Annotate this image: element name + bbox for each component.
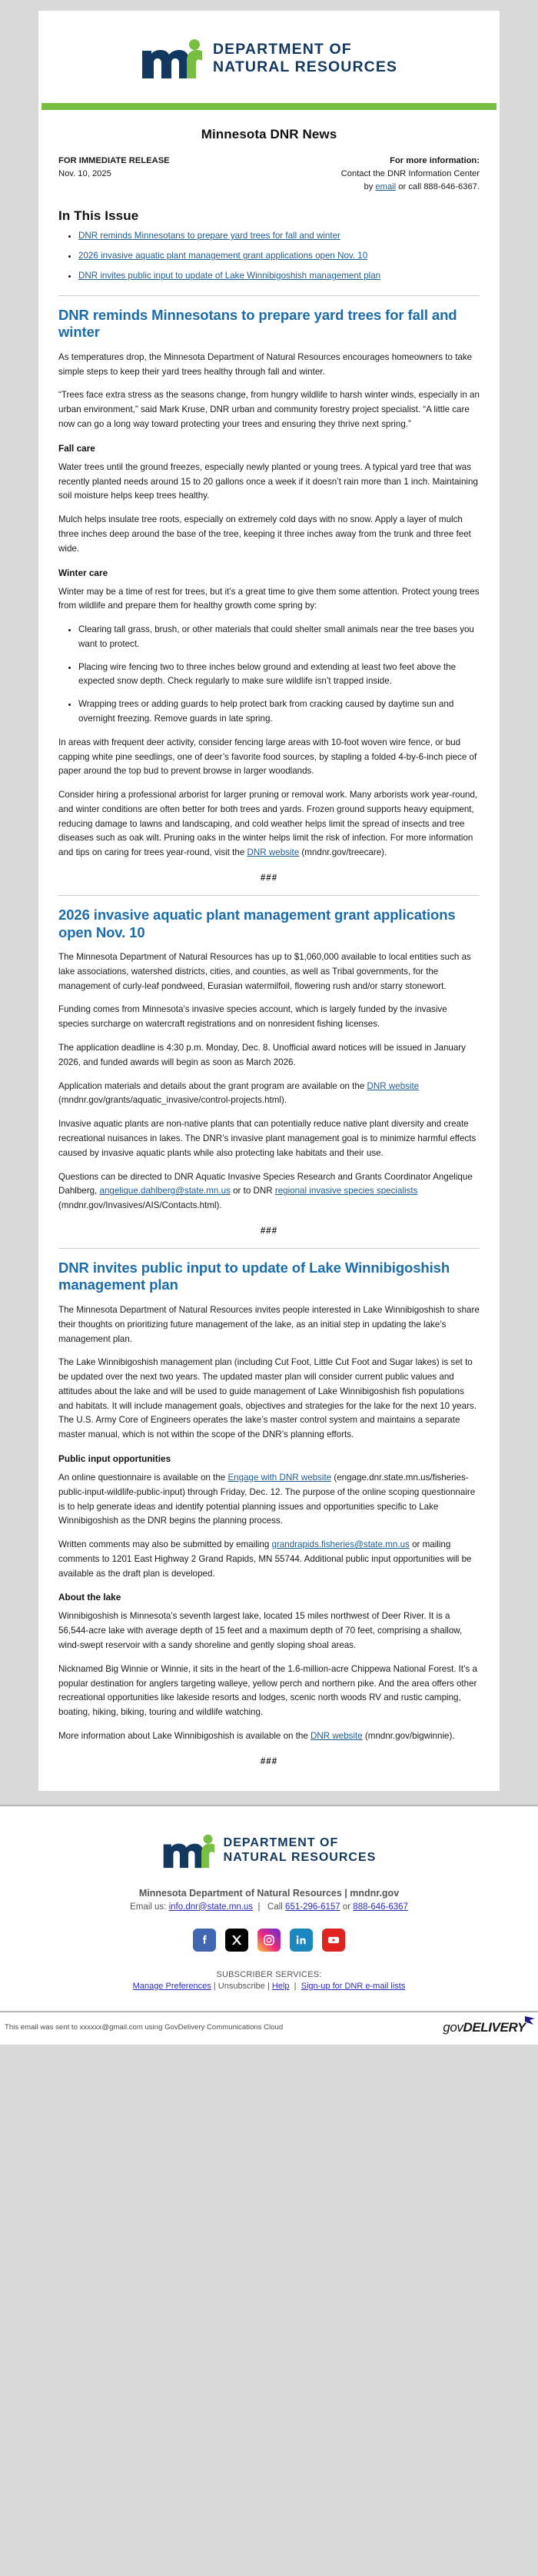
manage-preferences-link[interactable]: Manage Preferences <box>132 1981 211 1991</box>
youtube-icon[interactable] <box>322 1929 345 1952</box>
article-3-p4-after: or mailing comments to 1201 East Highway 2 Grand Rapids, MN 55744. Additional public input opportunities will be available as the draft plan is developed. <box>58 1539 472 1579</box>
article-3-p7-after: (mndnr.gov/bigwinnie). <box>362 1730 455 1741</box>
article-3-public-input-heading: Public input opportunities <box>58 1453 171 1464</box>
toc-link-2[interactable]: 2026 invasive aquatic plant management grant applications open Nov. 10 <box>78 251 368 261</box>
release-date: Nov. 10, 2025 <box>58 168 111 178</box>
footer-logo-line-2: NATURAL RESOURCES <box>223 1850 377 1864</box>
more-information-label: For more information: <box>390 156 480 165</box>
coordinator-email-link[interactable]: angelique.dahlberg@state.mn.us <box>99 1186 231 1196</box>
article-1-title: DNR reminds Minnesotans to prepare yard trees for fall and winter <box>58 306 457 341</box>
by-suffix: or call 888-646-6367. <box>396 181 480 191</box>
email-sent-note: This email was sent to xxxxxx@gmail.com using GovDelivery Communications Cloud <box>5 2023 284 2032</box>
article-1-winter-care-heading: Winter care <box>58 567 108 578</box>
article-1-p2: “Trees face extra stress as the seasons change, from hungry wildlife to harsh winter winds, especially in an urban environment,” said Mark Kruse, DNR urban and community forestry project specialist. “A little care now can go a long way toward protecting your trees and ensuring they thrive next spring.” <box>58 390 480 430</box>
article-3-title: DNR invites public input to update of Lake Winnibigoshish management plan <box>58 1259 450 1293</box>
article-2-p1: The Minnesota Department of Natural Resources has up to $1,060,000 available to local entities such as lake associations, watershed districts, cities, and counties, as well as Tribal governments, for the management of curly-leaf pondweed, Eurasian watermilfoil, flowering rush and/or starry stonewort. <box>58 952 471 991</box>
list-item <box>78 230 480 243</box>
contact-email-link[interactable]: email <box>375 181 397 191</box>
article-3-about-lake-heading: About the lake <box>58 1592 121 1603</box>
sep: | <box>289 1981 301 1991</box>
divider <box>58 895 480 896</box>
article-3-p7 <box>58 1729 480 1744</box>
article-1-p1: As temperatures drop, the Minnesota Department of Natural Resources encourages homeowners to take simple steps to keep their yard trees healthy through fall and winter. <box>58 351 473 377</box>
article-1-winter-p1: Winter may be a time of rest for trees, but it’s a great time to give them some attention. Protect young trees from wildlife and prepare them for healthy growth come spring by: <box>58 586 480 611</box>
article-2-p6-after: (mndnr.gov/Invasives/AIS/Contacts.html). <box>58 1200 222 1211</box>
newsletter-title: Minnesota DNR News <box>201 127 337 141</box>
list-item: • Placing wire fencing two to three inches below ground and extending at least two feet above the expected snow depth. Check regularly to make sure wildlife isn’t trapped inside. <box>78 661 480 690</box>
toc-link-1[interactable]: DNR reminds Minnesotans to prepare yard trees for fall and winter <box>78 231 340 241</box>
youtube-glyph <box>326 1932 341 1948</box>
instagram-glyph <box>262 1933 276 1947</box>
article-2-p3: The application deadline is 4:30 p.m. Monday, Dec. 8. Unofficial award notices will be issued in January 2026, and funded awards will begin as soon as March 2026. <box>58 1043 466 1067</box>
article-2-p6-mid: or to DNR <box>230 1186 275 1196</box>
instagram-icon[interactable] <box>257 1929 281 1952</box>
release-right <box>341 155 480 193</box>
article-2-end-marker: ### <box>260 1225 278 1236</box>
article-1-p4 <box>58 788 480 860</box>
logo-line-1: DEPARTMENT OF <box>212 41 352 58</box>
mn-logo-icon <box>162 1832 214 1869</box>
fisheries-email-link[interactable]: grandrapids.fisheries@state.mn.us <box>271 1539 410 1550</box>
x-glyph <box>231 1934 243 1946</box>
article-3-dnr-website-link[interactable]: DNR website <box>311 1730 363 1741</box>
card-bottom-spacer <box>38 1771 500 1791</box>
govdelivery-delivery: DELIVERY <box>463 2019 526 2035</box>
divider <box>58 295 480 296</box>
article-3-p3-after: (engage.dnr.state.mn.us/fisheries-public-input-wildlife-public-input) through Friday, Dec. 12. The purpose of the online scoping questionnaire is to help generate ideas and identify potential planning issues and opportunities specific to Lake Winnibigoshish as the DNR begins the planning process. <box>58 1473 476 1526</box>
engage-with-dnr-link[interactable]: Engage with DNR website <box>227 1473 332 1483</box>
govdelivery-bar <box>0 2011 538 2045</box>
article-3-p3 <box>58 1471 480 1529</box>
facebook-glyph <box>198 1933 211 1947</box>
article-3-p3-before: An online questionnaire is available on the <box>58 1473 228 1483</box>
article-2-p2: Funding comes from Minnesota’s invasive species account, which is largely funded by the invasive species surcharge on watercraft registrations and on nonresident fishing licenses. <box>58 1004 447 1030</box>
article-2-p5: Invasive aquatic plants are non-native plants that can potentially reduce native plant diversity and create recreational nuisances in lakes. The DNR’s invasive plant management goal is to minimize harmful effects caused by invasive aquatic plants while also protecting lake habitats and their use. <box>58 1119 477 1158</box>
article-1-fall-p2: Mulch helps insulate tree roots, especially on extremely cold days with no snow. Apply a layer of mulch three inches deep around the base of the tree, keeping it three inches away from the trunk and three feet wide. <box>58 514 471 554</box>
govdelivery-flag-icon <box>525 2016 535 2025</box>
article-1-winter-bullets <box>58 623 480 727</box>
call-label: Call <box>264 1902 286 1912</box>
facebook-icon[interactable] <box>193 1929 216 1952</box>
article-3-p1: The Minnesota Department of Natural Resources invites people interested in Lake Winnibigoshish to share their thoughts on prioritizing future management of the lake, as an initial step in updating the lake’s management plan. <box>58 1304 480 1344</box>
green-divider-bar <box>42 103 496 110</box>
list-item: • Wrapping trees or adding guards to help protect bark from cracking caused by daytime sun and overnight freezing. Remove guards in late spring. <box>78 697 480 727</box>
in-this-issue-list <box>58 230 480 282</box>
article-3-p2: The Lake Winnibigoshish management plan (including Cut Foot, Little Cut Foot and Sugar lakes) is set to be updated over the next two years. The updated master plan will consider current public values and attitudes about the lake and will be used to guide management of Lake Winnibigoshish fish populations and habitats. It will include management goals, objectives and strategies for the lake for the next 10 years. The U.S. Army Core of Engineers operates the lake’s master control system and maintains a separate master manual, which is not within the scope of the DNR’s planning efforts. <box>58 1357 477 1440</box>
signup-email-lists-link[interactable]: Sign-up for DNR e-mail lists <box>301 1981 406 1991</box>
article-3-p6: Nicknamed Big Winnie or Winnie, it sits in the heart of the 1.6-million-acre Chippewa National Forest. It’s a popular destination for anglers targeting walleye, yellow perch and northern pike. And the area offers other recreational opportunities like lakeside resorts and lodges, scenic north woods RV and rustic camping, boating, hiking, biking, touring and wildlife watching. <box>58 1663 477 1718</box>
contact-email-line <box>341 181 480 194</box>
article-1-fall-p1: Water trees until the ground freezes, especially newly planted or young trees. A typical yard tree that was recently planted needs around 15 to 20 gallons once a week if it doesn’t rain more than 1 inch. Maintaining soil moisture helps keep trees healthy. <box>58 461 478 501</box>
by-prefix: by <box>364 181 376 191</box>
list-item <box>78 270 480 283</box>
footer-logo-line-1: DEPARTMENT OF <box>223 1835 339 1849</box>
article-2-title: 2026 invasive aquatic plant management grant applications open Nov. 10 <box>58 907 456 940</box>
social-links <box>0 1929 538 1952</box>
sep: | <box>264 1981 272 1991</box>
govdelivery-gov: gov <box>443 2019 463 2035</box>
mn-logo-icon <box>141 37 202 80</box>
dnr-logo <box>38 37 500 80</box>
immediate-release-label: FOR IMMEDIATE RELEASE <box>58 156 170 165</box>
toc-link-3[interactable]: DNR invites public input to update of Lake Winnibigoshish management plan <box>78 270 381 281</box>
email-card <box>38 11 500 1791</box>
linkedin-icon[interactable] <box>290 1929 313 1952</box>
sep: | <box>211 1981 218 1991</box>
sep: | <box>253 1902 265 1912</box>
article-1-end-marker: ### <box>260 873 278 883</box>
footer-phone-2-link[interactable]: 888-646-6367 <box>353 1902 408 1912</box>
dnr-logo-text <box>213 41 397 76</box>
list-item <box>78 250 480 263</box>
govdelivery-logo <box>443 2020 533 2035</box>
in-this-issue-heading: In This Issue <box>58 208 139 224</box>
list-item: • Clearing tall grass, brush, or other materials that could shelter small animals near the tree bases you want to protect. <box>78 623 480 652</box>
subscriber-services-label: SUBSCRIBER SERVICES: <box>216 1969 322 1979</box>
article-2-p4-before: Application materials and details about the grant program are available on the <box>58 1080 367 1091</box>
release-meta <box>58 155 480 193</box>
article-3-end-marker: ### <box>260 1756 278 1766</box>
footer-dnr-logo <box>0 1832 538 1869</box>
x-twitter-icon[interactable] <box>225 1929 248 1952</box>
linkedin-glyph <box>294 1933 308 1947</box>
article-1-p4-before: Consider hiring a professional arborist for larger pruning or removal work. Many arborists work year-round, and winter conditions are often better for both trees and yards. Frozen ground supports heavy equipment, reducing damage to lawns and landscaping, and cold weather helps limit the spread of insects and tree diseases such as oak wilt. Pruning oaks in the winter helps limit the risk of infection. For more information and tips on caring for trees year-round, visit the <box>58 790 478 858</box>
article-3-p7-before: More information about Lake Winnibigoshish is available on the <box>58 1730 311 1741</box>
logo-line-2: NATURAL RESOURCES <box>212 58 398 75</box>
masthead <box>38 11 500 103</box>
article-3-p4 <box>58 1538 480 1581</box>
footer-phone-1-link[interactable]: 651-296-6157 <box>285 1902 340 1912</box>
article-2-dnr-website-link[interactable]: DNR website <box>367 1080 420 1091</box>
article-1-fall-care-heading: Fall care <box>58 442 95 454</box>
email-footer <box>0 1805 538 2011</box>
subscriber-links <box>0 1982 538 1991</box>
footer-org-line: Minnesota Department of Natural Resources | mndnr.gov <box>138 1887 400 1899</box>
article-2-p4-after: (mndnr.gov/grants/aquatic_invasive/control-projects.html). <box>58 1095 287 1106</box>
contact-center-line: Contact the DNR Information Center <box>340 168 480 178</box>
article-2-p4 <box>58 1080 480 1109</box>
divider <box>58 1248 480 1249</box>
article-2-p6-before: Questions can be directed to DNR Aquatic Invasive Species Research and Grants Coordinator Angelique Dahlberg, <box>58 1171 473 1196</box>
or-label: or <box>340 1902 354 1912</box>
article-1-dnr-website-link[interactable]: DNR website <box>247 847 300 858</box>
help-link[interactable]: Help <box>271 1981 290 1991</box>
footer-email-link[interactable]: info.dnr@state.mn.us <box>168 1902 254 1912</box>
regional-specialists-link[interactable]: regional invasive species specialists <box>274 1186 418 1196</box>
email-us-label: Email us: <box>130 1902 169 1912</box>
footer-contact-line <box>0 1902 538 1912</box>
release-left <box>58 155 170 181</box>
footer-logo-text <box>224 1836 377 1865</box>
article-1-p4-after: (mndnr.gov/treecare). <box>299 847 387 858</box>
unsubscribe-text: Unsubscribe <box>218 1981 265 1991</box>
article-1-p3: In areas with frequent deer activity, consider fencing large areas with 10-foot woven wire fence, or bud capping white pine seedlings, one of deer’s favorite food sources, by stapling a folded 4-by-6-inch piece of paper around the top bud to prevent browse in larger woodlands. <box>58 737 477 777</box>
article-2-p6 <box>58 1170 480 1213</box>
article-3-p4-before: Written comments may also be submitted by emailing <box>58 1539 272 1550</box>
article-3-p5: Winnibigoshish is Minnesota’s seventh largest lake, located 15 miles northwest of Deer River. It is a 56,544-acre lake with average depth of 15 feet and a maximum depth of 70 feet, comprising a shallow, wind-swept reservoir with a sandy shoreline and gently sloping shoal areas. <box>58 1611 463 1651</box>
